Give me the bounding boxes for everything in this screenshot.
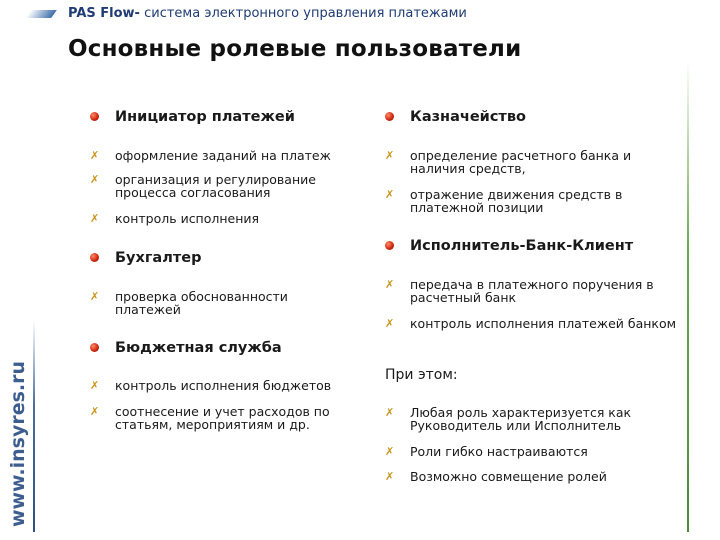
cross-bullet-icon: ✗ (90, 379, 100, 392)
bullet-dot-icon (90, 343, 99, 352)
header-brand: PAS Flow- (68, 6, 140, 21)
list-item: ✗ определение расчетного банка и наличия средств, (385, 148, 632, 176)
cross-bullet-icon: ✗ (90, 405, 100, 418)
section-initiator-title: Инициатор платежей (90, 108, 295, 126)
note-title: При этом: (385, 367, 458, 383)
section-budget-title: Бюджетная служба (90, 339, 282, 357)
bullet-dot-icon (90, 112, 99, 121)
cross-bullet-icon: ✗ (385, 470, 395, 483)
list-item: ✗ Возможно совмещение ролей (385, 469, 607, 484)
side-divider-line (33, 320, 35, 532)
header-title (68, 6, 467, 21)
list-item: ✗ Любая роль характеризуется как Руководитель или Исполнитель (385, 405, 632, 433)
list-item: ✗ соотнесение и учет расходов по статьям, мероприятиям и др. (90, 404, 330, 432)
cross-bullet-icon: ✗ (385, 317, 395, 330)
cross-bullet-icon: ✗ (385, 278, 395, 291)
cross-bullet-icon: ✗ (385, 188, 395, 201)
section-executor-title: Исполнитель-Банк-Клиент (385, 237, 633, 255)
cross-bullet-icon: ✗ (90, 290, 100, 303)
list-item: ✗ Роли гибко настраиваются (385, 444, 588, 459)
cross-bullet-icon: ✗ (90, 149, 100, 162)
bullet-dot-icon (385, 241, 394, 250)
list-item: ✗ контроль исполнения (90, 211, 260, 226)
side-logo-text: www.insyres.ru (7, 360, 29, 528)
list-item: ✗ оформление заданий на платеж (90, 148, 331, 163)
list-item: ✗ передача в платежного поручения в расчетный банк (385, 277, 654, 305)
side-logo (4, 360, 32, 528)
section-accountant-title: Бухгалтер (90, 249, 201, 267)
bullet-dot-icon (90, 253, 99, 262)
cross-bullet-icon: ✗ (385, 149, 395, 162)
cross-bullet-icon: ✗ (90, 212, 100, 225)
list-item: ✗ проверка обоснованности платежей (90, 289, 288, 317)
list-item: ✗ контроль исполнения бюджетов (90, 378, 332, 393)
header-subtitle: система электронного управления платежами (139, 6, 467, 21)
list-item: ✗ организация и регулирование процесса согласования (90, 172, 316, 200)
section-treasury-title: Казначейство (385, 108, 526, 126)
cross-bullet-icon: ✗ (385, 406, 395, 419)
bullet-dot-icon (385, 112, 394, 121)
list-item: ✗ отражение движения средств в платежной позиции (385, 187, 623, 215)
page-title: Основные ролевые пользователи (68, 36, 522, 62)
cross-bullet-icon: ✗ (385, 445, 395, 458)
header-stripe-decoration (25, 10, 57, 18)
list-item: ✗ контроль исполнения платежей банком (385, 316, 677, 331)
cross-bullet-icon: ✗ (90, 173, 100, 186)
